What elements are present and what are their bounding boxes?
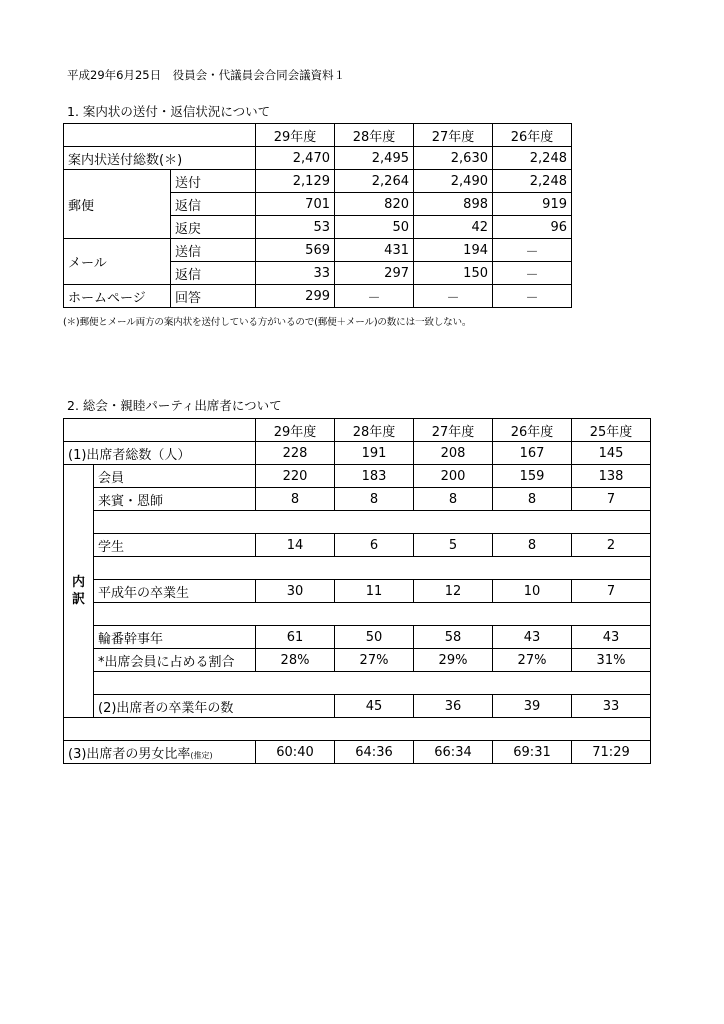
value-cell: 2 — [572, 534, 651, 557]
table-row — [64, 695, 651, 718]
value-cell: 8 — [335, 488, 414, 511]
value-cell: 2,490 — [414, 170, 493, 193]
value-cell: 8 — [493, 488, 572, 511]
row-label: 平成年の卒業生 — [94, 580, 256, 603]
value-cell: 27% — [335, 649, 414, 672]
row-label: 送付 — [171, 170, 256, 193]
value-cell: 145 — [572, 442, 651, 465]
table-row — [64, 580, 651, 603]
value-cell: 60:40 — [256, 741, 335, 764]
value-cell: 14 — [256, 534, 335, 557]
row-label-text: (3)出席者の男女比率 — [68, 746, 191, 762]
row-label: 来賓・恩師 — [94, 488, 256, 511]
value-cell: 191 — [335, 442, 414, 465]
year-header: 27年度 — [414, 419, 493, 442]
breakdown-label-text: 内訳 — [72, 575, 86, 607]
value-cell: 66:34 — [414, 741, 493, 764]
attendees-table — [63, 418, 651, 764]
year-header: 28年度 — [335, 419, 414, 442]
year-header: 29年度 — [256, 419, 335, 442]
row-label — [64, 741, 256, 764]
total-row — [64, 442, 651, 465]
value-cell: 7 — [572, 488, 651, 511]
spacer-row — [64, 718, 651, 741]
value-cell: 701 — [256, 193, 335, 216]
value-cell: 8 — [493, 534, 572, 557]
value-cell: 53 — [256, 216, 335, 239]
table-row — [64, 170, 572, 193]
header-row — [64, 419, 651, 442]
value-cell: 12 — [414, 580, 493, 603]
spacer-cell — [94, 557, 651, 580]
table-row — [64, 534, 651, 557]
document-header: 平成29年6月25日 役員会・代議員会合同会議資料１ — [67, 68, 346, 82]
value-cell: 28% — [256, 649, 335, 672]
year-header: 26年度 — [493, 124, 572, 147]
spacer-row — [64, 603, 651, 626]
value-cell: 30 — [256, 580, 335, 603]
value-cell: 898 — [414, 193, 493, 216]
value-cell: 31% — [572, 649, 651, 672]
value-cell: 11 — [335, 580, 414, 603]
value-cell: 50 — [335, 626, 414, 649]
value-cell: 2,248 — [493, 170, 572, 193]
value-cell: 8 — [414, 488, 493, 511]
invitation-status-table — [63, 123, 572, 308]
row-label: 返信 — [171, 262, 256, 285]
row-label: 返信 — [171, 193, 256, 216]
year-header: 25年度 — [572, 419, 651, 442]
spacer-cell — [94, 672, 651, 695]
value-cell: 159 — [493, 465, 572, 488]
group-label-email: メール — [64, 239, 171, 285]
value-cell: 167 — [493, 442, 572, 465]
value-cell: － — [493, 239, 572, 262]
breakdown-label — [64, 465, 94, 718]
row-label: 返戻 — [171, 216, 256, 239]
year-header: 27年度 — [414, 124, 493, 147]
value-cell: － — [414, 285, 493, 308]
value-cell: 299 — [256, 285, 335, 308]
group-label-web: ホームページ — [64, 285, 171, 308]
value-cell: 2,630 — [414, 147, 493, 170]
spacer-row — [64, 511, 651, 534]
header-row — [64, 124, 572, 147]
value-cell: 43 — [493, 626, 572, 649]
value-cell: 27% — [493, 649, 572, 672]
value-cell: 569 — [256, 239, 335, 262]
year-header: 28年度 — [335, 124, 414, 147]
row-label: (2)出席者の卒業年の数 — [94, 695, 335, 718]
value-cell: 42 — [414, 216, 493, 239]
value-cell: 200 — [414, 465, 493, 488]
value-cell: 29% — [414, 649, 493, 672]
value-cell: 50 — [335, 216, 414, 239]
value-cell: 228 — [256, 442, 335, 465]
section1-title: 1. 案内状の送付・返信状況について — [67, 104, 271, 119]
total-row — [64, 147, 572, 170]
value-cell: － — [493, 285, 572, 308]
value-cell: 194 — [414, 239, 493, 262]
row-label: 輪番幹事年 — [94, 626, 256, 649]
value-cell: 7 — [572, 580, 651, 603]
table-row — [64, 626, 651, 649]
value-cell: 2,129 — [256, 170, 335, 193]
row-label: 案内状送付総数(＊) — [64, 147, 256, 170]
value-cell: 2,470 — [256, 147, 335, 170]
value-cell: 431 — [335, 239, 414, 262]
value-cell: 220 — [256, 465, 335, 488]
value-cell: 2,264 — [335, 170, 414, 193]
row-label: (1)出席者総数（人） — [64, 442, 256, 465]
value-cell: 138 — [572, 465, 651, 488]
value-cell: 33 — [572, 695, 651, 718]
spacer-cell — [94, 511, 651, 534]
spacer-cell — [94, 603, 651, 626]
spacer-cell — [64, 718, 651, 741]
value-cell: 820 — [335, 193, 414, 216]
value-cell: 8 — [256, 488, 335, 511]
footnote: (＊)郵便とメール両方の案内状を送付している方がいるので(郵便＋メール)の数には一致しない。 — [63, 317, 472, 328]
value-cell: 33 — [256, 262, 335, 285]
value-cell: 69:31 — [493, 741, 572, 764]
table-row — [64, 285, 572, 308]
spacer-row — [64, 557, 651, 580]
row-label: 回答 — [171, 285, 256, 308]
value-cell: － — [335, 285, 414, 308]
section2-title: 2. 総会・親睦パーティ出席者について — [67, 398, 282, 413]
value-cell: 183 — [335, 465, 414, 488]
row-label: 会員 — [94, 465, 256, 488]
value-cell: 6 — [335, 534, 414, 557]
value-cell: － — [493, 262, 572, 285]
year-header: 29年度 — [256, 124, 335, 147]
table-row — [64, 741, 651, 764]
year-header: 26年度 — [493, 419, 572, 442]
corner-cell — [64, 419, 256, 442]
value-cell: 919 — [493, 193, 572, 216]
table-row — [64, 465, 651, 488]
value-cell: 297 — [335, 262, 414, 285]
value-cell: 10 — [493, 580, 572, 603]
row-label-note: (推定) — [190, 750, 213, 760]
value-cell: 2,495 — [335, 147, 414, 170]
value-cell: 61 — [256, 626, 335, 649]
value-cell: 58 — [414, 626, 493, 649]
spacer-row — [64, 672, 651, 695]
value-cell: 5 — [414, 534, 493, 557]
value-cell: 45 — [335, 695, 414, 718]
table-row — [64, 488, 651, 511]
value-cell: 36 — [414, 695, 493, 718]
table-row — [64, 649, 651, 672]
corner-cell — [64, 124, 256, 147]
value-cell: 43 — [572, 626, 651, 649]
table-row — [64, 239, 572, 262]
row-label: *出席会員に占める割合 — [94, 649, 256, 672]
value-cell: 71:29 — [572, 741, 651, 764]
value-cell: 96 — [493, 216, 572, 239]
row-label: 学生 — [94, 534, 256, 557]
value-cell: 150 — [414, 262, 493, 285]
value-cell: 2,248 — [493, 147, 572, 170]
value-cell: 39 — [493, 695, 572, 718]
group-label-mail: 郵便 — [64, 170, 171, 239]
value-cell: 208 — [414, 442, 493, 465]
row-label: 送信 — [171, 239, 256, 262]
value-cell: 64:36 — [335, 741, 414, 764]
